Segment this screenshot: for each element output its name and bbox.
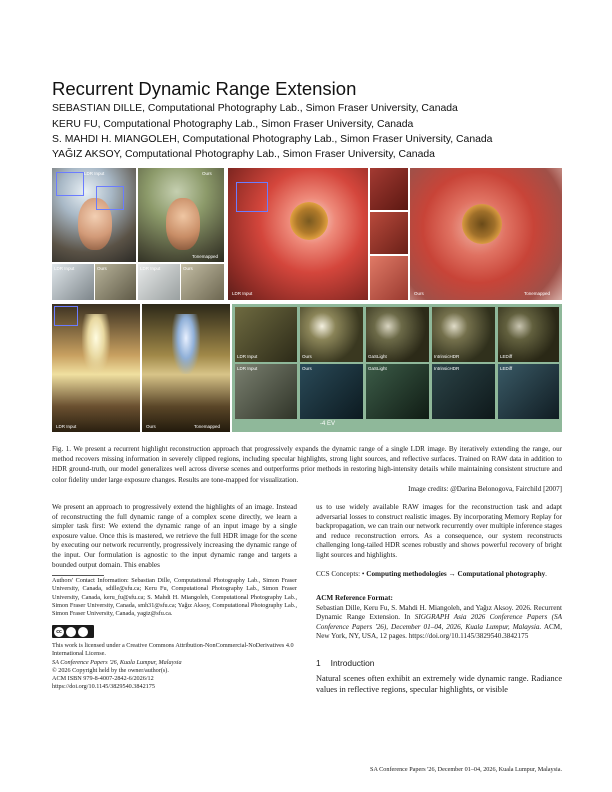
label-intrinsichdr: IntrinsicHDR: [434, 366, 460, 371]
abstract-left: We present an approach to progressively extend the highlights of an image. Instead of reconstructing the full dynamic range of a complex scene directly, we learn a simpler task first: We extend the dynamic range of an input image by a single exposure value. Once this is mastered, we retrieve the full HDR image for the scene by executing our network recurrently, progressively increasing the dynamic range of the input. Our formulation is agnostic to the input dynamic range and targets a bounded output domain. This enables: [52, 503, 297, 569]
church-ours-image: [142, 304, 230, 432]
acm-reference-heading: ACM Reference Format:: [316, 594, 393, 602]
section-heading-introduction: [316, 658, 374, 668]
label-ours: Ours: [146, 424, 156, 429]
ccs-concepts: [316, 570, 562, 580]
crop-image: [366, 364, 429, 419]
crop-image: [498, 364, 559, 419]
church-ldr-image: [52, 304, 140, 432]
label-tonemapped: Tonemapped: [524, 291, 551, 296]
label-tonemapped: Tonemapped: [192, 254, 219, 259]
zoom-box: [96, 186, 124, 210]
author-affiliation: , Computational Photography Lab., Simon Fraser University, Canada: [142, 103, 458, 114]
ccs-suffix: .: [545, 570, 547, 578]
crop-image: [370, 212, 408, 254]
portrait-ours-image: [138, 168, 224, 262]
crop-image: [432, 364, 495, 419]
label-gaslight: GaSLight: [368, 366, 387, 371]
author-affiliation: , Computational Photography Lab., Simon Fraser University, Canada: [176, 134, 493, 145]
nc-icon: [78, 627, 88, 637]
author-line-3: [52, 134, 492, 145]
label-ldr-input: LDR Input: [237, 354, 258, 359]
footnote-divider: [52, 575, 104, 576]
venue-line: SA Conference Papers '26, Kuala Lumpur, Malaysia: [52, 658, 182, 666]
abstract-right: us to use widely available RAW images for the reconstruction task and adapt adversarial losses to construct realistic images. By incorporating Memory Replay for backpropagation, we can train our network recurrently over multiple inference stages and reduce reconstruction errors. As a consequence, our system reconstructs challenging long-tailed HDR scenes robustly and shows powerful recovery of bright light sources and highlights.: [316, 503, 562, 559]
acm-reference-text: Sebastian Dille, Keru Fu, S. Mahdi H. Miangoleh, and Yağız Aksoy. 2026. Recurrent Dynamic Range Extension. In: [316, 603, 562, 622]
label-ours: Ours: [183, 266, 193, 271]
isbn-line: ACM ISBN 979-8-4007-2842-6/2026/12: [52, 675, 154, 683]
zoom-box: [236, 182, 268, 212]
section-number: 1: [316, 658, 321, 668]
flower-ldr-image: [228, 168, 368, 300]
label-tonemapped: Tonemapped: [194, 424, 221, 429]
author-affiliation: , Computational Photography Lab., Simon Fraser University, Canada: [97, 119, 414, 130]
ccs-concept: Computing methodologies → Computational photography: [366, 570, 546, 578]
comparison-grid: [232, 304, 562, 432]
crop-image: [52, 264, 94, 300]
label-gaslight: GaSLight: [368, 354, 387, 359]
image-credits: Image credits: @Darina Belonogova, Fairchild [2007]: [408, 485, 562, 493]
author-name: S. MAHDI H. MIANGOLEH: [52, 134, 177, 145]
label-intrinsichdr: IntrinsicHDR: [434, 354, 460, 359]
acm-reference: [316, 594, 562, 642]
crop-image: [181, 264, 224, 300]
author-affiliation: , Computational Photography Lab., Simon Fraser University, Canada: [119, 149, 435, 160]
crop-image: [235, 307, 297, 362]
license-text: [52, 642, 297, 692]
zoom-box: [54, 306, 78, 326]
introduction-text: Natural scenes often exhibit an extremely wide dynamic range. Radiance values in reflective regions, specular highlights, or visible: [316, 674, 562, 694]
acm-reference-venue: SIGGRAPH Asia 2026 Conference Papers (SA Conference Papers '26), December 01–04, 2026, Kuala Lumpur, Malaysia.: [316, 613, 562, 631]
label-ours: Ours: [302, 366, 312, 371]
label-lediff: LEDiff: [500, 366, 513, 371]
cc-license-badge: [52, 625, 94, 638]
crop-image: [366, 307, 429, 362]
label-ldr-input: LDR Input: [54, 266, 75, 271]
crop-image: [138, 264, 180, 300]
copyright-line: © 2026 Copyright held by the owner/author(s).: [52, 666, 169, 674]
label-ours: Ours: [302, 354, 312, 359]
author-name: SEBASTIAN DILLE: [52, 103, 143, 114]
figure-caption: Fig. 1. We present a recurrent highlight reconstruction approach that progressively expands the dynamic range of a single LDR image. By iteratively extending the range, our method recovers missing information in severely clipped regions, including specular highlights, strong light sources, and reflective surfaces. Trained on RAW data in addition to HDR ground-truth, our model generalizes well across diverse scenes and outperforms prior methods in restoring high-intensity details while maintaining consistent structure and color fidelity under large exposure changes. Results are tone-mapped for visualization.: [52, 445, 562, 484]
crop-image: [370, 256, 408, 300]
paper-title: Recurrent Dynamic Range Extension: [52, 78, 357, 99]
author-line-2: [52, 119, 413, 130]
crop-image: [95, 264, 136, 300]
license-line: This work is licensed under a Creative Commons Attribution-NonCommercial-NoDerivatives 4.0 International License.: [52, 642, 294, 658]
label-ours: Ours: [414, 291, 424, 296]
crop-image: [300, 364, 363, 419]
crop-image: [235, 364, 297, 419]
label-ours: Ours: [97, 266, 107, 271]
cc-icon: cc: [54, 627, 64, 637]
by-icon: [66, 627, 76, 637]
flower-ours-image: [410, 168, 562, 300]
contact-info: Authors' Contact Information: Sebastian Dille, Computational Photography Lab., Simon Fraser University, Canada, sdille@sfu.ca; Keru Fu, Computational Photography Lab., Simon Fraser University, Canada, keru_fu@sfu.ca; S. Mahdi H. Miangoleh, Computational Photography Lab., Simon Fraser University, Canada, smh31@sfu.ca; Yağız Aksoy, Computational Photography Lab., Simon Fraser University, Canada, yagiz@sfu.ca.: [52, 577, 297, 618]
label-ldr-input: LDR Input: [84, 171, 105, 176]
crop-image: [370, 168, 408, 210]
author-name: KERU FU: [52, 119, 98, 130]
page-footer: SA Conference Papers '26, December 01–04, 2026, Kuala Lumpur, Malaysia.: [370, 766, 562, 773]
ccs-prefix: CCS Concepts: •: [316, 570, 367, 578]
label-ldr-input: LDR Input: [232, 291, 253, 296]
crop-image: [432, 307, 495, 362]
author-line-1: [52, 103, 458, 114]
zoom-box: [56, 172, 84, 196]
acm-reference-text-end: ACM, New York, NY, USA, 12 pages. https://doi.org/10.1145/3829540.3842175: [316, 622, 562, 641]
author-name: YAĞIZ AKSOY: [52, 149, 120, 160]
doi-line: https://doi.org/10.1145/3829540.3842175: [52, 683, 155, 691]
label-ldr-input: LDR Input: [140, 266, 161, 271]
section-title: Introduction: [330, 658, 375, 668]
label-ldr-input: LDR Input: [237, 366, 258, 371]
crop-image: [498, 307, 559, 362]
label-lediff: LEDiff: [500, 354, 513, 359]
author-line-4: [52, 149, 435, 160]
crop-image: [300, 307, 363, 362]
label-ev: -4 EV: [320, 421, 336, 427]
portrait-ldr-image: [52, 168, 136, 262]
label-ours: Ours: [202, 171, 212, 176]
label-ldr-input: LDR Input: [56, 424, 77, 429]
teaser-figure: [52, 168, 562, 432]
